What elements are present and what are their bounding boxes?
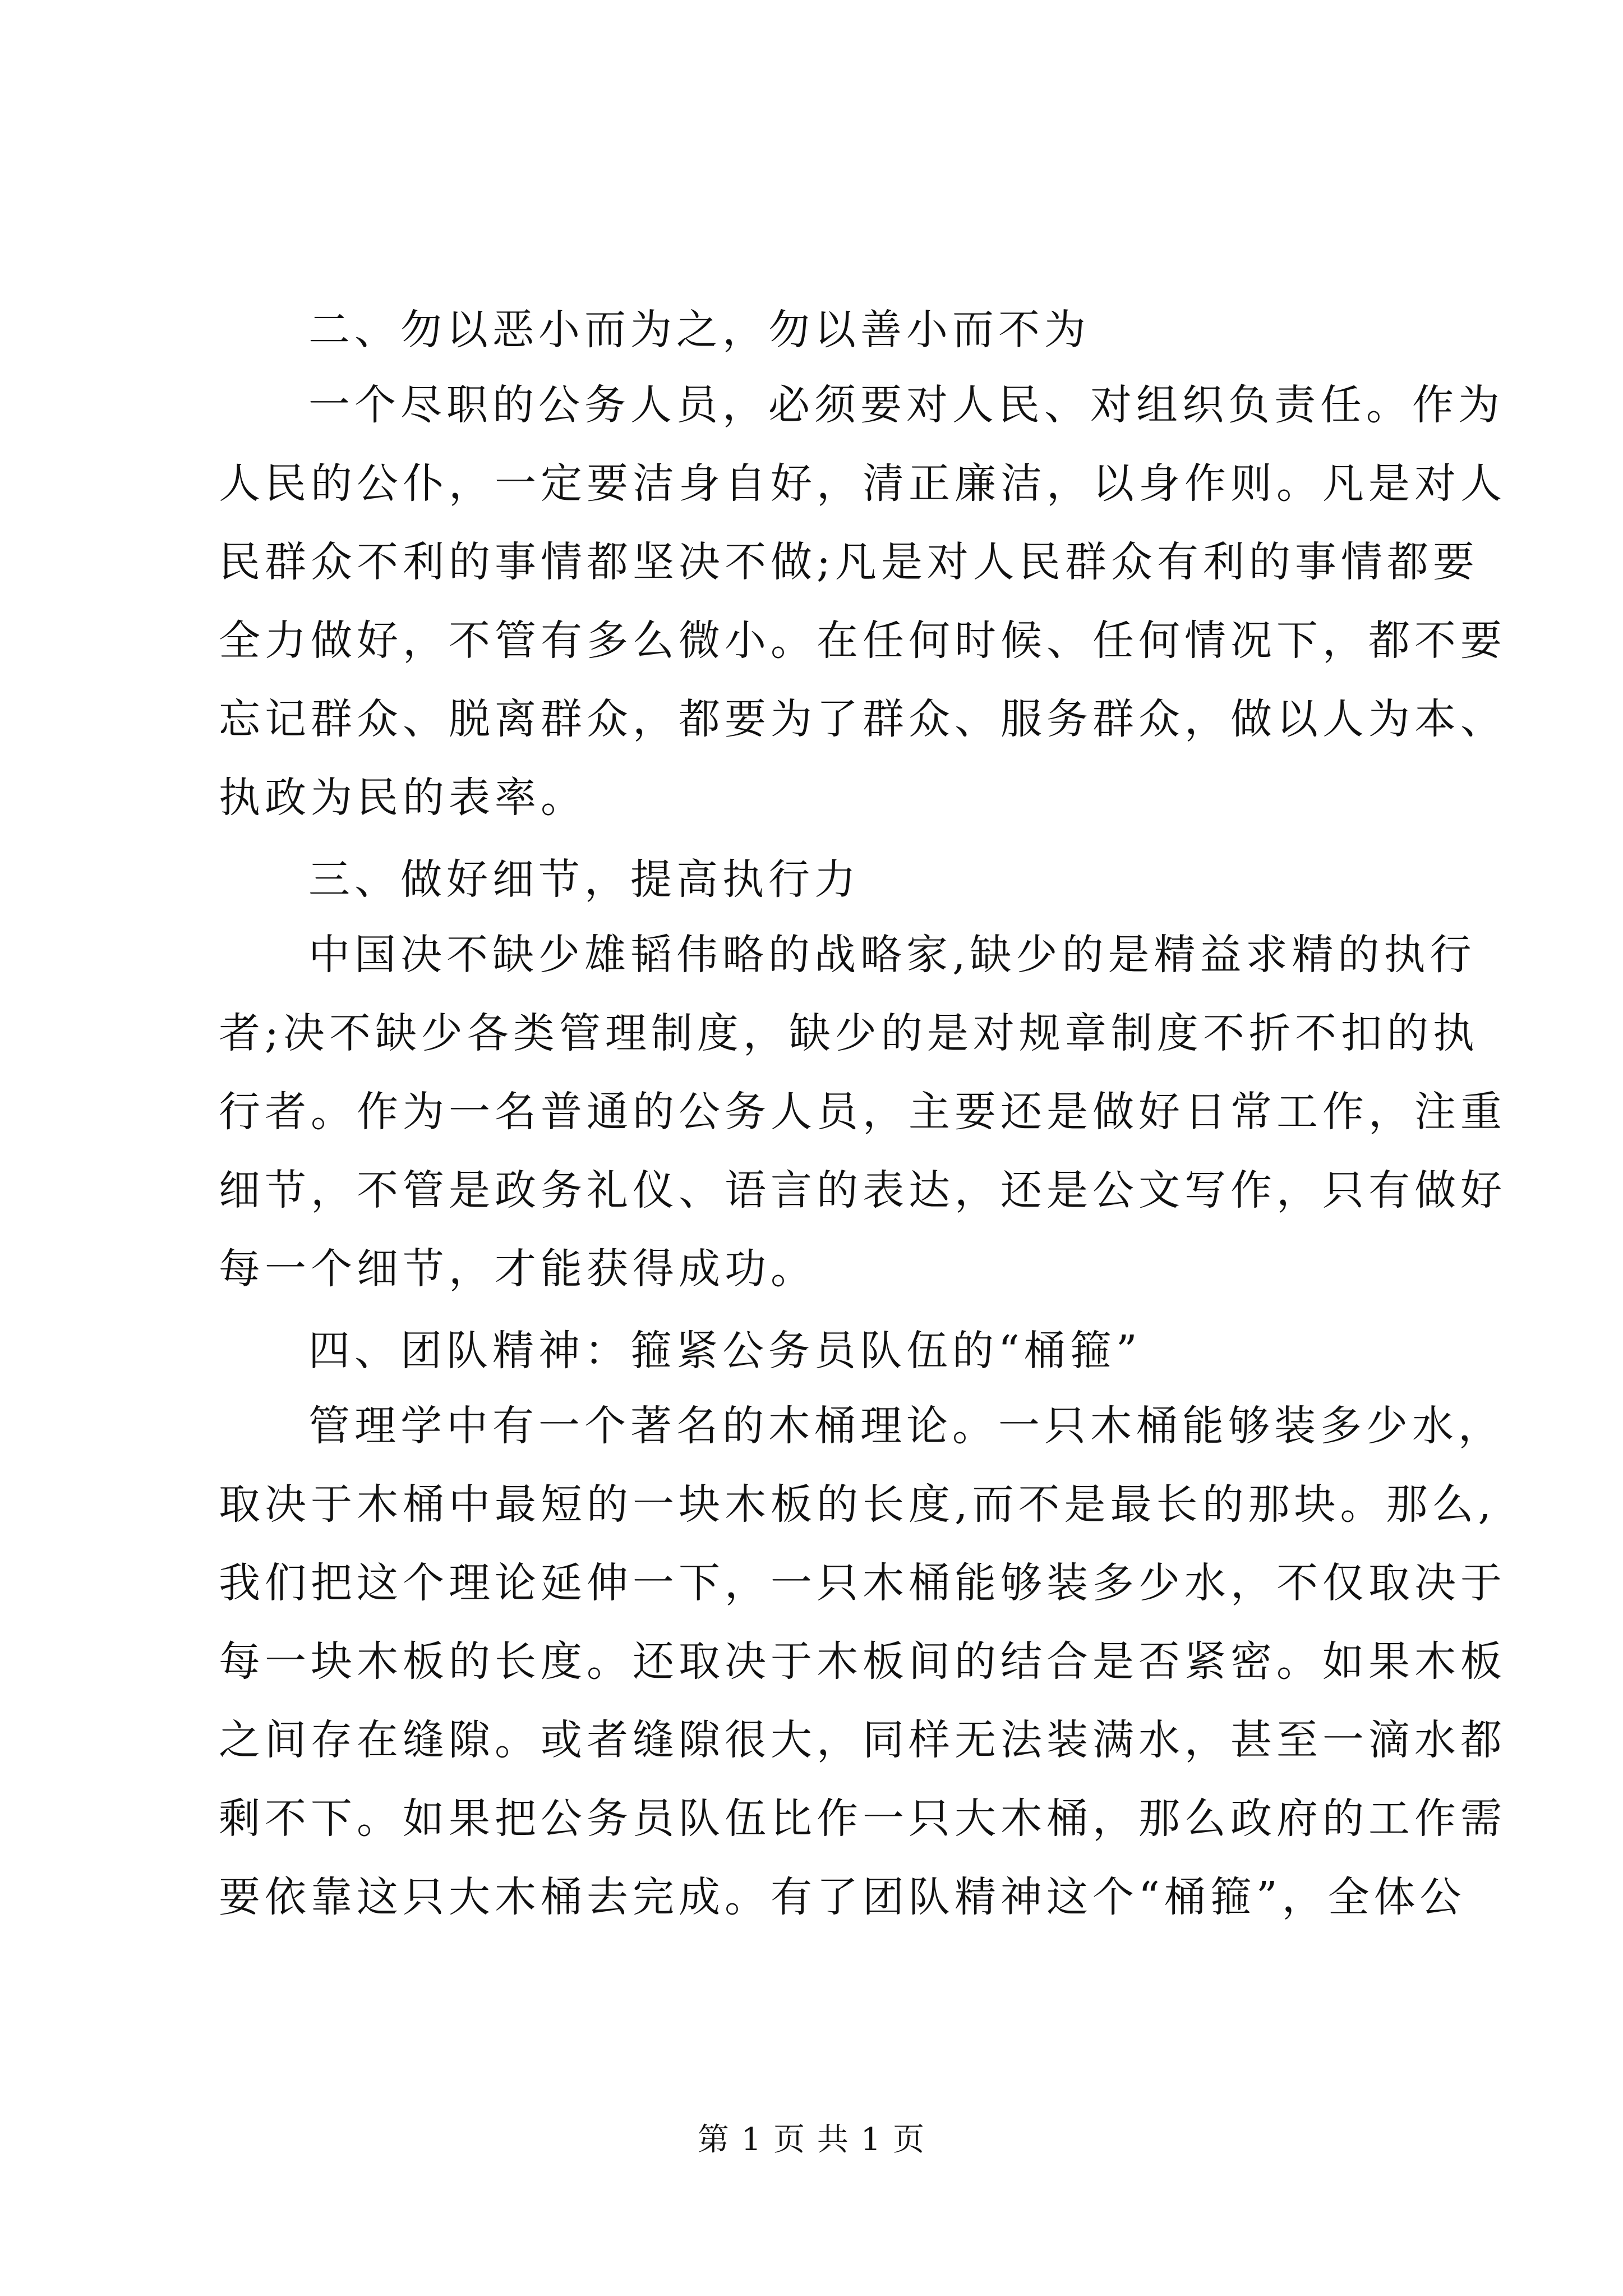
paragraph-line: 者;决不缺少各类管理制度，缺少的是对规章制度不折不扣的执	[219, 1009, 1479, 1057]
section-heading: 二、勿以恶小而为之，勿以善小而不为	[308, 306, 1090, 354]
paragraph-line: 我们把这个理论延伸一下，一只木桶能够装多少水，不仅取决于	[219, 1559, 1506, 1607]
paragraph-line: 每一个细节，才能获得成功。	[219, 1245, 817, 1293]
paragraph-line: 每一块木板的长度。还取决于木板间的结合是否紧密。如果木板	[219, 1637, 1506, 1686]
paragraph-line: 全力做好，不管有多么微小。在任何时候、任何情况下，都不要	[219, 616, 1506, 665]
paragraph-line: 行者。作为一名普通的公务人员，主要还是做好日常工作，注重	[219, 1088, 1506, 1136]
paragraph-line: 民群众不利的事情都坚决不做;凡是对人民群众有利的事情都要	[219, 538, 1479, 586]
paragraph-line: 中国决不缺少雄韬伟略的战略家,缺少的是精益求精的执行	[308, 931, 1476, 979]
paragraph-line: 一个尽职的公务人员，必须要对人民、对组织负责任。作为	[308, 381, 1504, 429]
paragraph-line: 管理学中有一个著名的木桶理论。一只木桶能够装多少水，	[308, 1402, 1504, 1450]
paragraph-line: 取决于木桶中最短的一块木板的长度,而不是最长的那块。那么,	[219, 1480, 1496, 1529]
paragraph-line: 执政为民的表率。	[219, 774, 587, 822]
paragraph-line: 要依靠这只大木桶去完成。有了团队精神这个“桶箍”，全体公	[219, 1873, 1466, 1921]
section-heading: 三、做好细节，提高执行力	[308, 855, 860, 904]
paragraph-line: 剩不下。如果把公务员队伍比作一只大木桶，那么政府的工作需	[219, 1795, 1506, 1843]
page-footer: 第 1 页 共 1 页	[697, 2122, 926, 2158]
paragraph-line: 细节，不管是政务礼仪、语言的表达，还是公文写作，只有做好	[219, 1166, 1506, 1214]
section-heading: 四、团队精神：箍紧公务员队伍的“桶箍”	[308, 1327, 1142, 1375]
paragraph-line: 忘记群众、脱离群众，都要为了群众、服务群众，做以人为本、	[219, 695, 1506, 743]
paragraph-line: 之间存在缝隙。或者缝隙很大，同样无法装满水，甚至一滴水都	[219, 1716, 1506, 1764]
paragraph-line: 人民的公仆，一定要洁身自好，清正廉洁，以身作则。凡是对人	[219, 459, 1506, 508]
document-body	[219, 287, 1506, 1936]
